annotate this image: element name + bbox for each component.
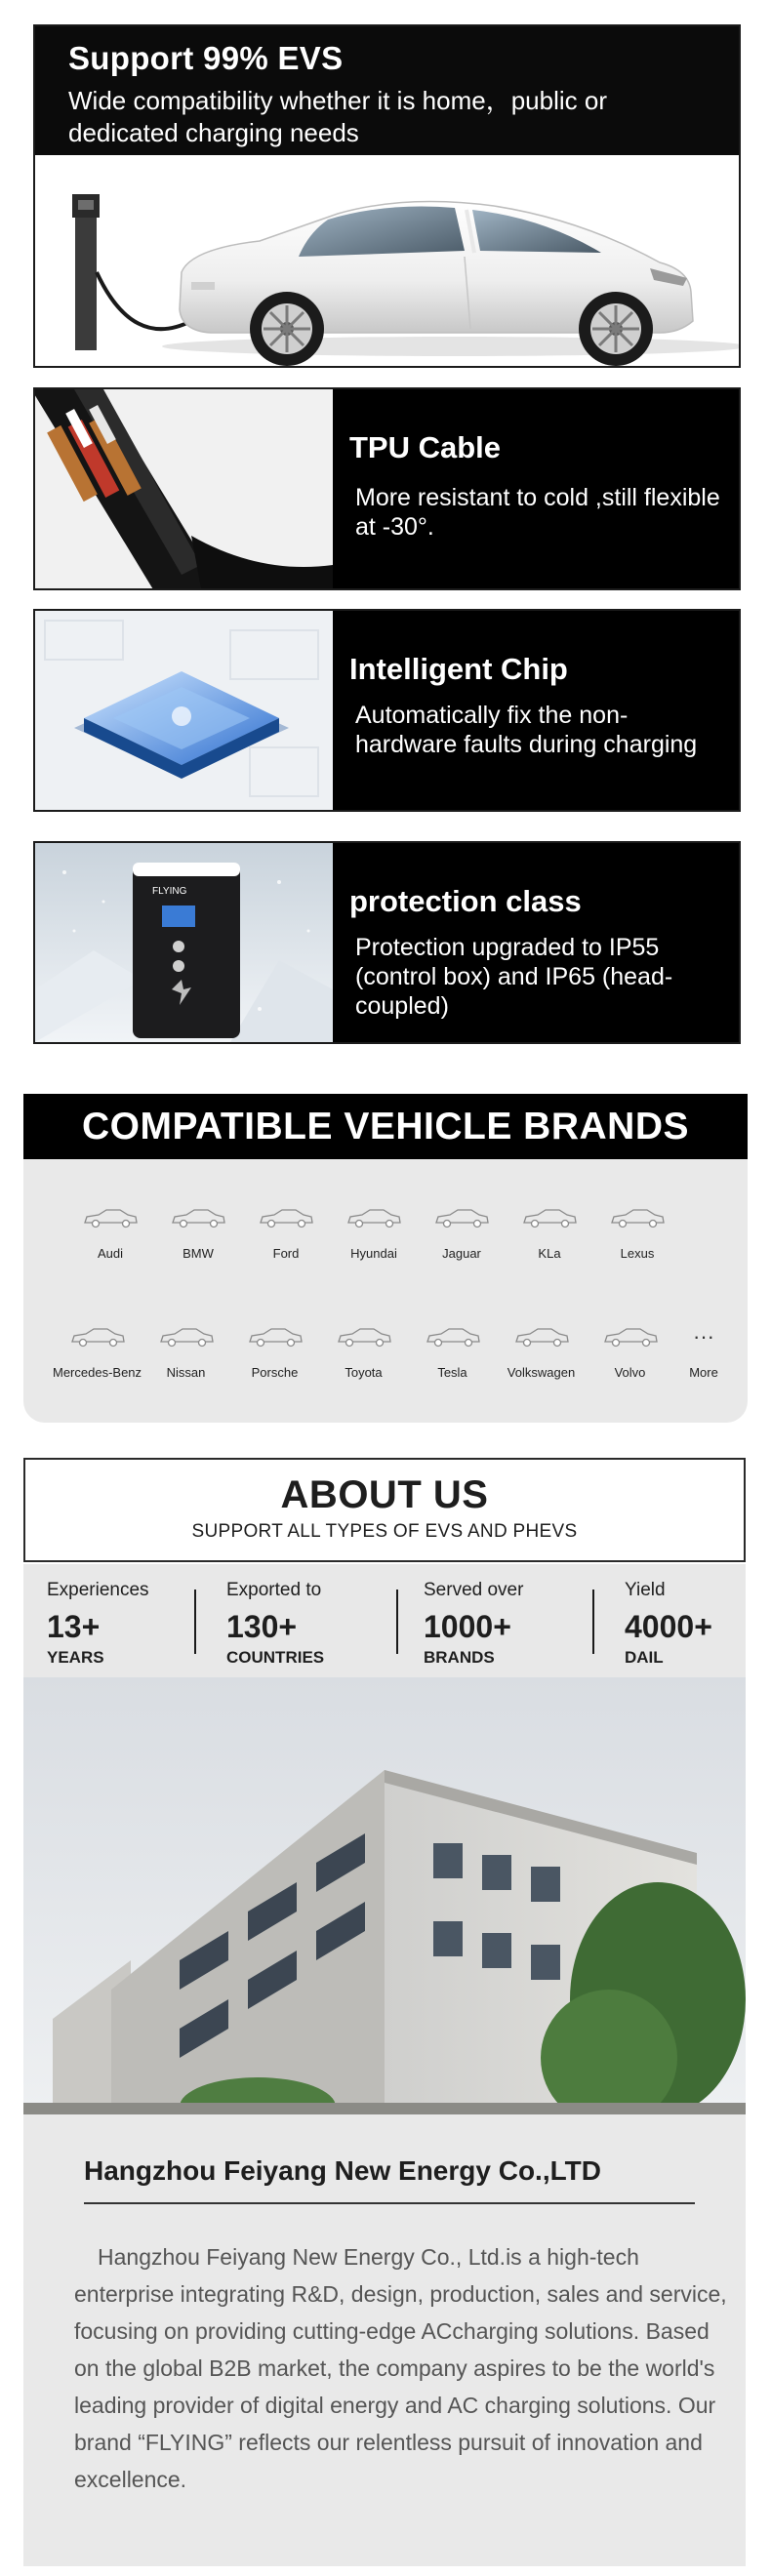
car-outline-icon	[345, 1207, 403, 1228]
car-outline-icon	[68, 1326, 127, 1348]
brand-mercedes-benz[interactable]	[53, 1326, 142, 1380]
brand-name: Audi	[97, 1246, 124, 1261]
brand-name: Ford	[272, 1246, 300, 1261]
brand-volvo[interactable]	[586, 1326, 674, 1380]
brand-audi[interactable]	[66, 1207, 154, 1261]
car-outline-icon	[512, 1326, 571, 1348]
brand-name: Porsche	[251, 1365, 299, 1380]
company-name: Hangzhou Feiyang New Energy Co.,LTD	[84, 2155, 601, 2186]
company-divider	[84, 2202, 695, 2204]
car-outline-icon	[335, 1326, 393, 1348]
car-outline-icon	[432, 1207, 491, 1228]
stat-value: 13+	[47, 1609, 101, 1644]
feature-protection-class	[33, 841, 741, 1044]
feature-title: TPU Cable	[349, 430, 502, 464]
brand-name: Jaguar	[442, 1246, 481, 1261]
feature-title: protection class	[349, 884, 582, 918]
brand-kla[interactable]	[506, 1207, 593, 1261]
factory-building-image	[23, 1677, 746, 2114]
brands-row-1	[23, 1207, 748, 1261]
brand-porsche[interactable]	[230, 1326, 319, 1380]
car-outline-icon	[257, 1207, 315, 1228]
brand-tesla[interactable]	[408, 1326, 497, 1380]
brands-row-2	[23, 1326, 748, 1380]
brand-name: Volkswagen	[507, 1365, 576, 1380]
stat-value: 4000+	[625, 1609, 712, 1644]
brand-bmw[interactable]	[154, 1207, 242, 1261]
car-outline-icon	[601, 1326, 660, 1348]
company-description: Hangzhou Feiyang New Energy Co., Ltd.is a high-tech enterprise integrating R&D, design, production, sales and service, focusing on providing cutting-edge ACcharging solutions. Based on the global B2B market, the company aspires to be the world's leading provider of digital energy and AC charging solutions. Our brand “FLYING” reflects our relentless pursuit of innovation and excellence.	[74, 2244, 727, 2492]
brand-name: BMW	[183, 1246, 214, 1261]
evs-title: Support 99% EVS	[68, 40, 344, 76]
stat-label: Exported to	[226, 1580, 322, 1600]
brands-title: COMPATIBLE VEHICLE BRANDS	[23, 1094, 748, 1159]
car-outline-icon	[520, 1207, 579, 1228]
feature-description: Automatically fix the non-hardware faults during charging	[355, 702, 698, 758]
brand-toyota[interactable]	[319, 1326, 408, 1380]
brand-lexus[interactable]	[593, 1207, 681, 1261]
brand-volkswagen[interactable]	[497, 1326, 586, 1380]
stat-unit: COUNTRIES	[226, 1648, 325, 1667]
evs-header-band	[35, 26, 739, 155]
stat-unit: YEARS	[47, 1648, 104, 1667]
brand-name: Mercedes-Benz	[52, 1365, 142, 1380]
brand-name: Nissan	[166, 1365, 206, 1380]
about-stats	[23, 1564, 746, 1677]
car-charging-illustration	[35, 155, 739, 368]
feature-intelligent-chip	[33, 609, 741, 812]
feature-title: Intelligent Chip	[349, 652, 568, 686]
car-outline-icon	[81, 1207, 140, 1228]
stat-unit: BRANDS	[424, 1648, 495, 1667]
about-subtitle: SUPPORT ALL TYPES OF EVS AND PHEVS	[191, 1521, 578, 1542]
evs-section	[33, 24, 741, 368]
stat-value: 1000+	[424, 1609, 511, 1644]
brand-name: Tesla	[437, 1365, 467, 1380]
brand-name: Toyota	[345, 1365, 383, 1380]
car-outline-icon	[246, 1326, 304, 1348]
brand-nissan[interactable]	[142, 1326, 230, 1380]
about-us-header	[23, 1458, 746, 1562]
brand-name: Hyundai	[350, 1246, 397, 1261]
stat-divider	[592, 1590, 594, 1654]
tpu-cable-image	[35, 389, 333, 588]
stat-divider	[194, 1590, 196, 1654]
feature-description: More resistant to cold ,still flexible at -30°.	[355, 484, 720, 541]
car-outline-icon	[157, 1326, 216, 1348]
intelligent-chip-image	[35, 611, 333, 810]
brand-more[interactable]	[674, 1326, 733, 1380]
brand-jaguar[interactable]	[418, 1207, 506, 1261]
stat-divider	[396, 1590, 398, 1654]
stat-label: Experiences	[47, 1580, 149, 1600]
protection-charger-image	[35, 843, 333, 1042]
more-dots-icon: ···	[693, 1324, 714, 1348]
company-section	[23, 2114, 746, 2566]
charger-brand-label: FLYING	[152, 886, 187, 897]
car-outline-icon	[424, 1326, 482, 1348]
brand-name: KLa	[538, 1246, 561, 1261]
brand-name: Lexus	[620, 1246, 655, 1261]
about-title: ABOUT US	[280, 1473, 489, 1516]
stat-unit: DAIL	[625, 1648, 664, 1667]
compatible-brands-section	[23, 1094, 748, 1423]
stat-value: 130+	[226, 1609, 298, 1644]
brand-ford[interactable]	[242, 1207, 330, 1261]
more-label: More	[689, 1365, 718, 1380]
car-outline-icon	[608, 1207, 667, 1228]
feature-tpu-cable	[33, 387, 741, 590]
car-outline-icon	[169, 1207, 227, 1228]
stat-label: Served over	[424, 1580, 524, 1600]
brand-hyundai[interactable]	[330, 1207, 418, 1261]
stat-label: Yield	[625, 1580, 666, 1600]
feature-description: Protection upgraded to IP55 (control box) and IP65 (head-coupled)	[355, 934, 673, 1020]
evs-description: Wide compatibility whether it is home，public or dedicated charging needs	[68, 86, 607, 147]
brand-name: Volvo	[614, 1365, 646, 1380]
